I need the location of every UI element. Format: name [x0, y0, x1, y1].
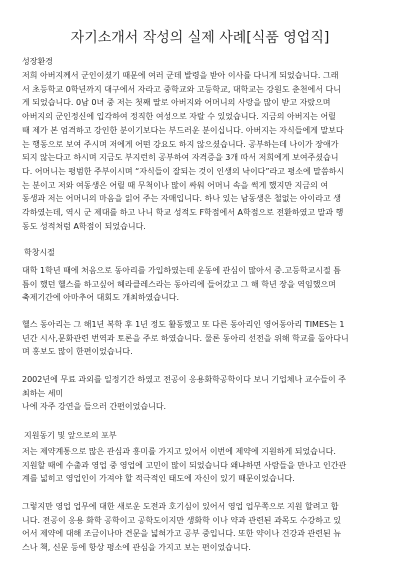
- text-line: 저희 아버지께서 군인이셨기 때문에 여러 군데 발령을 받아 이사를 다니게 되었습니다. 그래: [22, 71, 339, 80]
- text-line: 틈이 했던 헬스를 하고싶어 헤라클레스라는 동아리에 들어갔고 그 해 학년 장을 역임했으며: [22, 279, 336, 289]
- text-line: 년간 시사,문화관련 번역과 토론을 주로 하였습니다. 물론 동아리 선전을 위해 학교를 돌아다니: [22, 333, 349, 343]
- paragraph: [22, 373, 378, 414]
- text-line: 그렇지만 영업 업무에 대한 새로운 도전과 호기심이 있어서 영업 업무쪽으로 지원 할려고 합: [22, 502, 339, 511]
- text-line: 동생과 저는 어머니의 마음을 읽어 주는 자매입니다. 하나 있는 남동생은 철없는 아이라고 생: [22, 194, 341, 204]
- text-line: 대학 1학년 때에 처음으로 동아리를 가입하였는데 운동에 관심이 많아서 중.고등학교시절 틈: [22, 266, 341, 275]
- text-line: 헬스 동아리는 그 해1년 복학 후 1년 정도 활동했고 또 다른 동아리인 영어동아리 TIMES는 1: [22, 320, 345, 329]
- paragraph: [22, 318, 378, 359]
- text-line: 서 초등학교 0학년까지 대구에서 자라고 중학교와 고등학교, 대학교는 강원도 춘천에서 다니: [22, 84, 341, 94]
- paragraph: [22, 500, 378, 555]
- text-line: 동도 성적처럼 A학점이 되었습니다.: [22, 221, 146, 231]
- text-line: 게 되었습니다. 0남 0녀 중 저는 첫째 딸로 아버지와 어머니의 사랑을 많이 받고 자랐으며: [22, 98, 331, 108]
- text-line: 되지 않는다고 하시며 지금도 부지런히 공부하여 자격증을 3개 따서 저희에게 보여주셨습니: [22, 153, 339, 163]
- text-line: 때 제가 본 엄격하고 강인한 분이기보다는 부드러운 분이십니다. 아버지는 자식들에게 말보다: [22, 125, 344, 135]
- text-line: 아버지의 군인정신에 입각하여 정직한 여성으로 자랄 수 있었습니다. 지금의 아버지는 어릴: [22, 112, 336, 122]
- text-line: 저는 제약계통으로 많은 관심과 흥미를 가지고 있어서 이번에 제약에 지원하게 되었습니다.: [22, 447, 336, 456]
- text-line: 스나 책, 신문 등에 항상 평소에 관심을 가지고 보는 편이었습니다.: [22, 543, 251, 553]
- text-line: 계를 넓히고 영업인이 가져야 할 적극적인 태도에 자신이 있기 때문이었습니다.: [22, 474, 295, 484]
- document-title: 자기소개서 작성의 실제 사례[식품 영업직]: [70, 30, 330, 46]
- text-line: 각하였는데, 역시 군 제대를 하고 나니 학교 성적도 F학점에서 A학점으로 전환하였고 말과 행: [22, 208, 344, 218]
- text-line: 2002년에 무료 과외를 일정기간 하였고 전공이 응용화학공학이다 보니 기업체나 교수들이 주: [22, 375, 346, 384]
- text-line: 며 홍보도 많이 한편이었습니다.: [22, 347, 133, 357]
- text-line: 최하는 세미: [22, 388, 64, 398]
- text-line: 축제기간에 아마추어 대회도 개최하였습니다.: [22, 293, 180, 303]
- text-line: 지원할 때에 수출과 영업 중 영업에 고민이 많이 되었습니다 왜냐하면 사람들을 만나고 인간관: [22, 460, 347, 470]
- section-heading-school: 학창시절: [24, 248, 55, 257]
- text-line: 니다. 전공이 응용 화학 공학이고 공학도이지만 생화학 이나 약과 관련된 과목도 수강하고 있: [22, 515, 341, 525]
- text-line: 어서 제약에 대해 조금이나마 견문을 넓혀가고 공부 중입니다. 또한 약이나 건강과 관련된 뉴: [22, 529, 341, 539]
- paragraph: [22, 264, 378, 305]
- paragraph: [22, 445, 378, 486]
- text-line: 나에 자주 강연을 들으러 간편이었습니다.: [22, 402, 167, 412]
- section-heading-motivation: 지원동기 및 앞으로의 포부: [24, 431, 117, 440]
- paragraph: [22, 69, 378, 233]
- section-heading-growth: 성장환경: [22, 57, 53, 66]
- text-line: 는 분이고 저와 여동생은 어릴 때 무척이나 많이 싸워 어머니 속을 썩게 했지만 지금의 여: [22, 180, 329, 190]
- text-line: 는 행동으로 보여 주시며 저에게 어떤 강요도 하지 않으셨습니다. 공부하는데 나이가 장애가: [22, 139, 339, 149]
- text-line: 다. 어머니는 평범한 주부이시며 “자식들이 잘되는 것이 인생의 낙이다”라고 평소에 말씀하시: [22, 166, 345, 176]
